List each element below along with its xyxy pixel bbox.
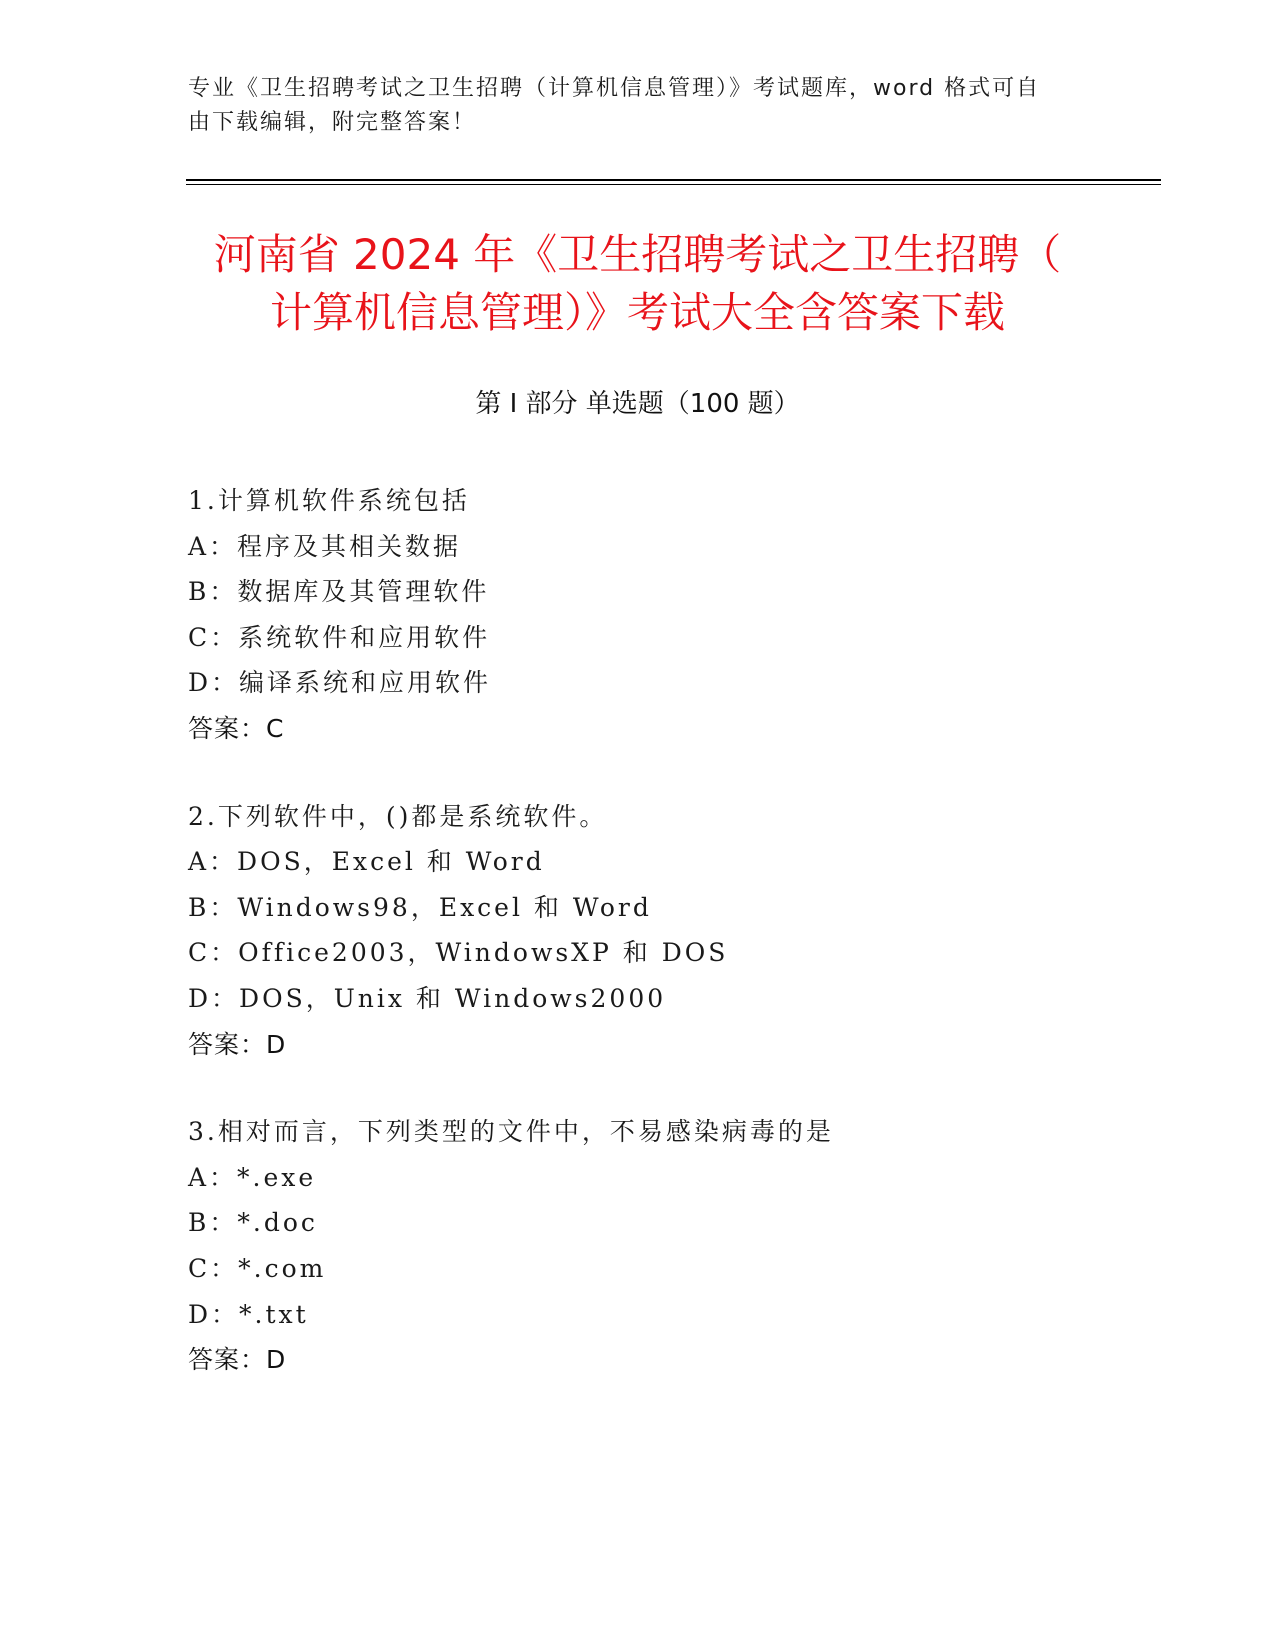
document-title <box>140 226 1135 342</box>
question-2 <box>188 794 1138 1068</box>
option-c: C：系统软件和应用软件 <box>188 622 491 652</box>
option-b: B：数据库及其管理软件 <box>188 577 490 607</box>
document-title-line-2: 计算机信息管理）》考试大全含答案下载 <box>269 288 1005 337</box>
option-a: A：DOS，Excel 和 Word <box>188 847 545 877</box>
option-c: C：*.com <box>188 1253 327 1283</box>
header-note-line-1: 专业《卫生招聘考试之卫生招聘（计算机信息管理）》考试题库，word 格式可自 <box>188 76 1041 101</box>
option-d: D：DOS，Unix 和 Windows2000 <box>188 983 667 1013</box>
document-title-line-1: 河南省 2024 年《卫生招聘考试之卫生招聘（ <box>213 230 1062 279</box>
option-d: D：*.txt <box>188 1299 309 1329</box>
question-3 <box>188 1109 1138 1383</box>
option-c: C：Office2003，WindowsXP 和 DOS <box>188 938 729 968</box>
question-stem: 1.计算机软件系统包括 <box>188 486 470 515</box>
section-title: 第 I 部分 单选题（100 题） <box>475 389 800 419</box>
header-note-line-2: 由下载编辑，附完整答案！ <box>188 110 477 135</box>
question-1 <box>188 478 1138 752</box>
header-note <box>188 72 1068 140</box>
answer-label: 答案：C <box>188 713 285 743</box>
option-d: D：编译系统和应用软件 <box>188 668 492 698</box>
option-b: B：*.doc <box>188 1208 318 1238</box>
question-list <box>188 478 1138 1425</box>
header-rule-thin <box>186 184 1161 185</box>
option-a: A：程序及其相关数据 <box>188 531 462 561</box>
answer-label: 答案：D <box>188 1029 287 1059</box>
question-stem: 3.相对而言，下列类型的文件中，不易感染病毒的是 <box>188 1117 834 1147</box>
question-stem: 2.下列软件中，()都是系统软件。 <box>188 801 608 831</box>
option-a: A：*.exe <box>188 1162 317 1192</box>
header-rule-thick <box>186 179 1161 181</box>
option-b: B：Windows98，Excel 和 Word <box>188 892 652 922</box>
answer-label: 答案：D <box>188 1345 287 1375</box>
